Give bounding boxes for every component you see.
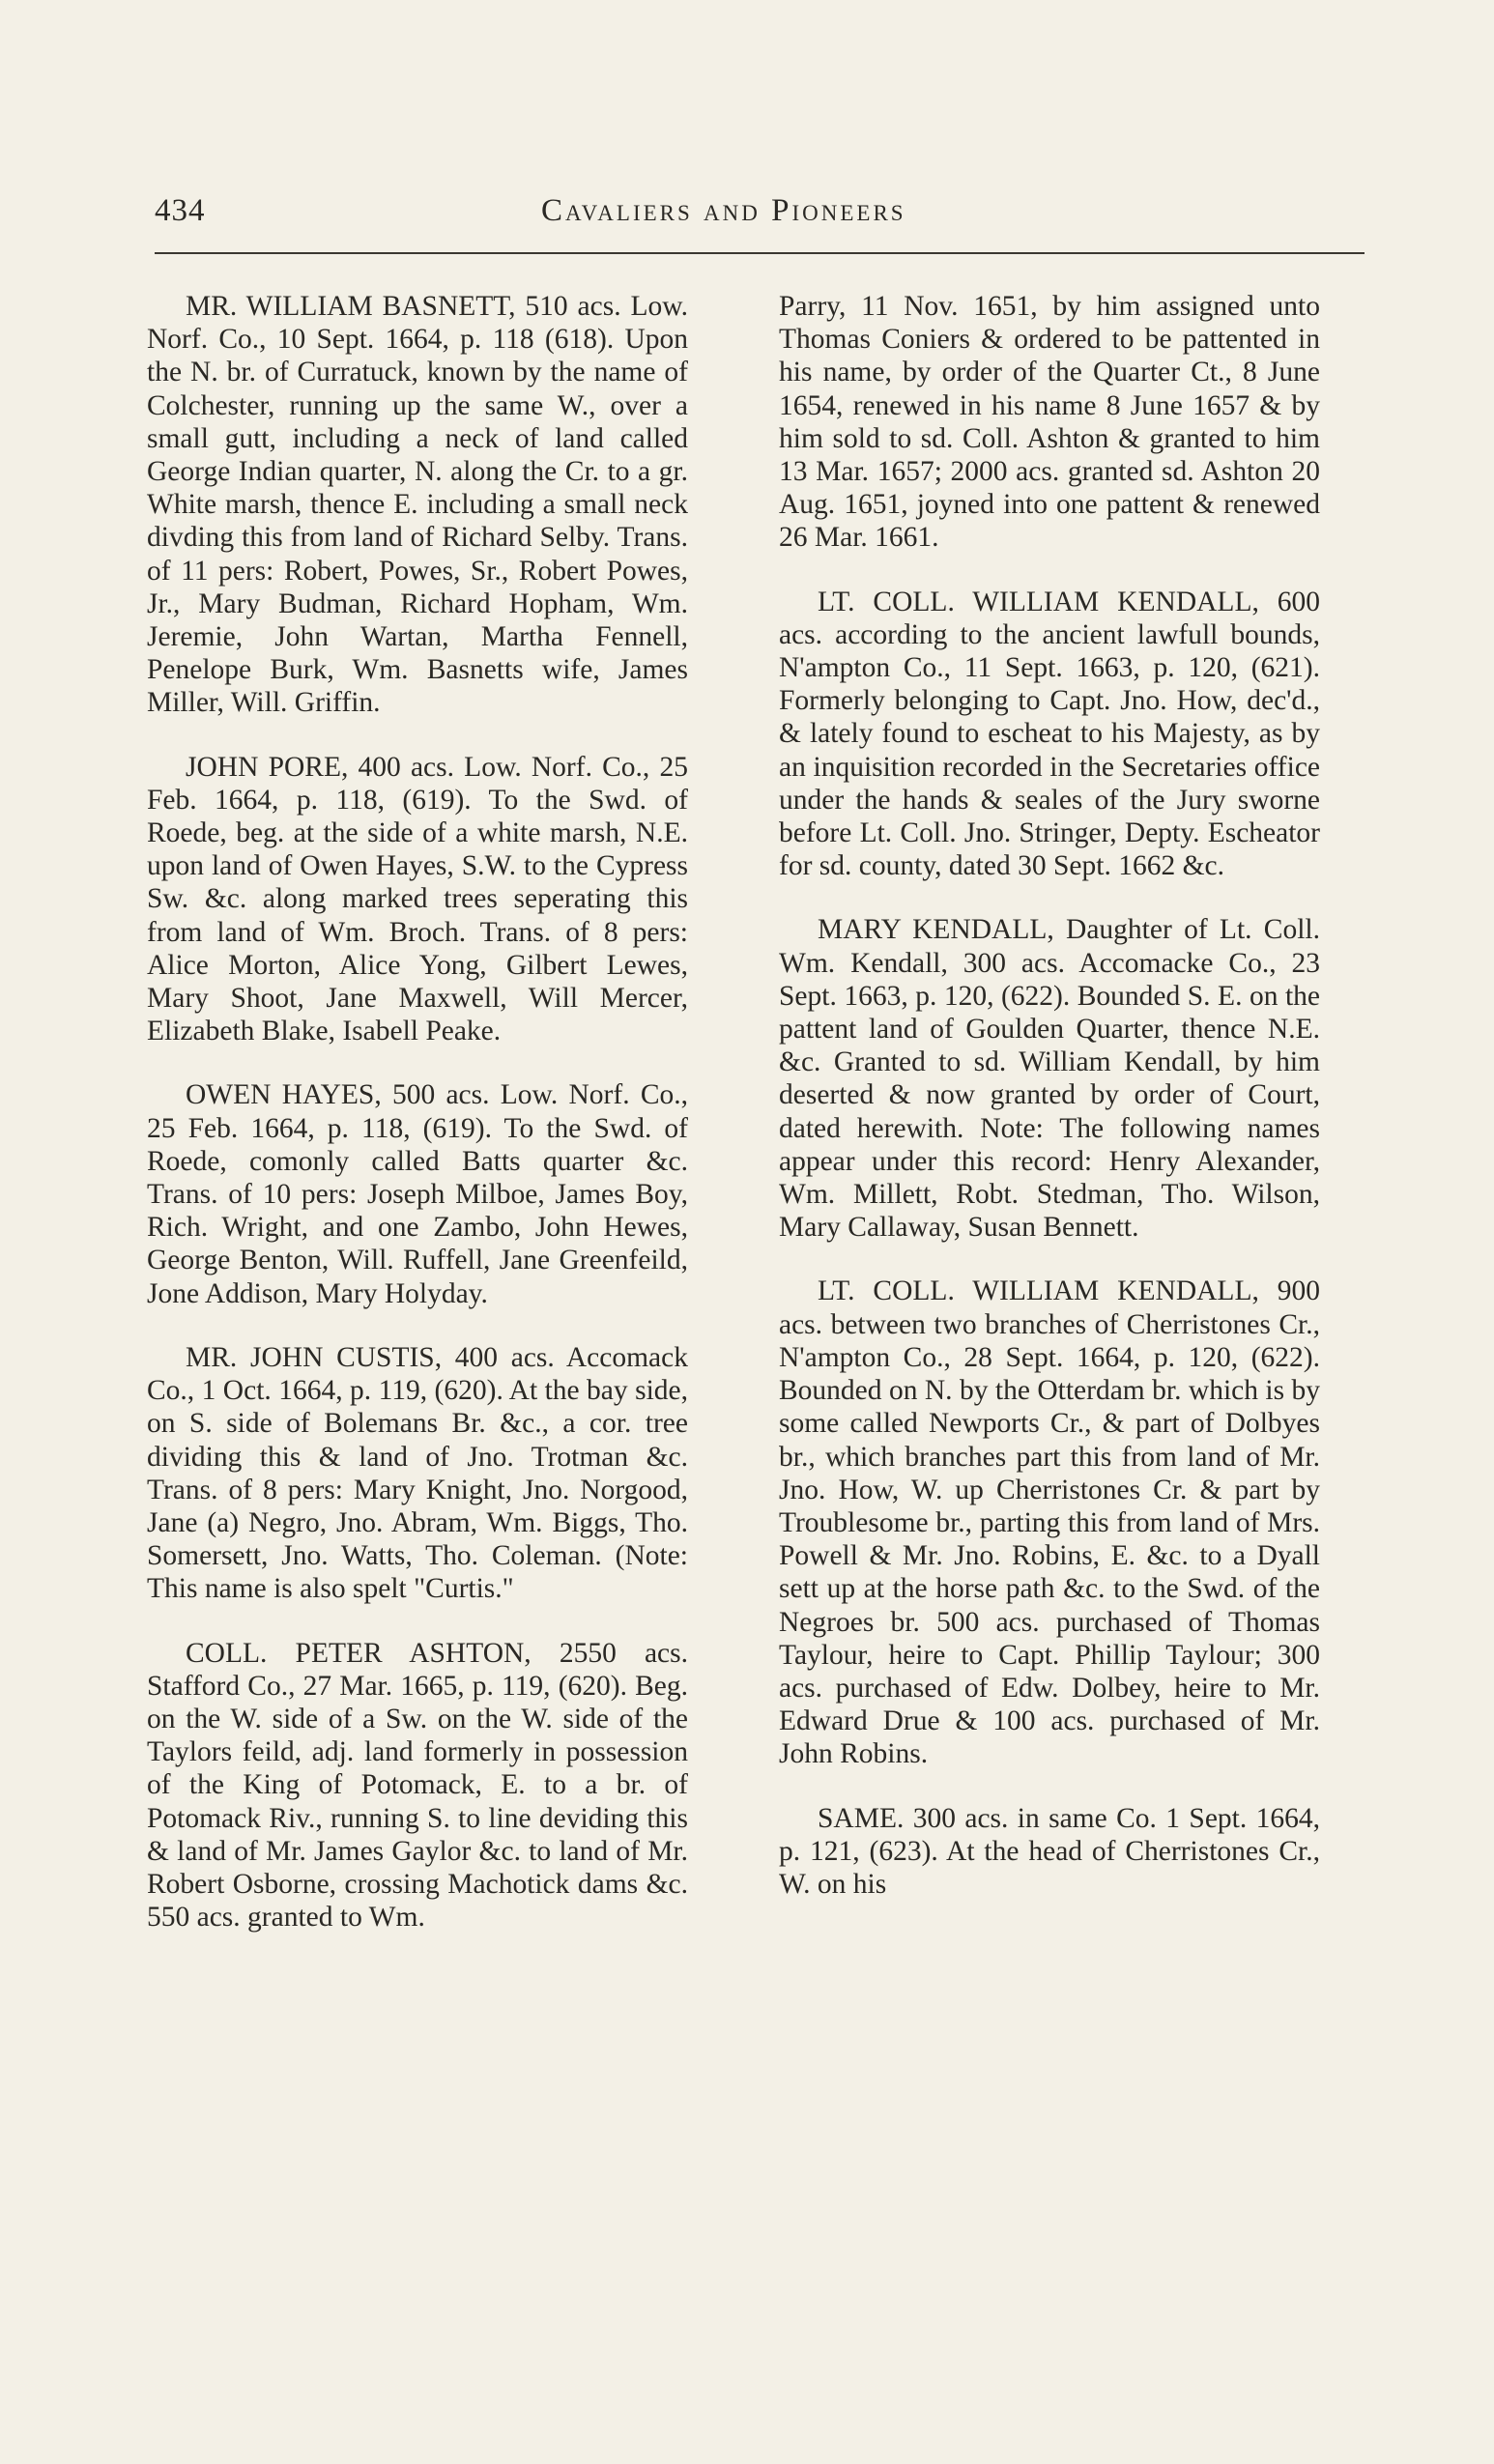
patent-entry: LT. COLL. WILLIAM KENDALL, 900 acs. between two branches of Cherristones Cr., N'ampton Co., 28 Sept. 1664, p. 120, (622). Bounded on N. by the Otterdam br. which is by some called Newports Cr., & part of Dolbyes br., which branches part this from land of Mr. Jno. How, W. up Cherristones Cr. & part by Troublesome br., parting this from land of Mrs. Powell & Mr. Jno. Robins, E. &c. to a Dyall sett up at the horse path &c. to the Swd. of the Negroes br. 500 acs. purchased of Thomas Taylour, heire to Capt. Phillip Taylour; 300 acs. purchased of Edw. Dolbey, heire to Mr. Edward Drue & 100 acs. purchased of Mr. John Robins. xyxy=(779,1275,1320,1770)
patent-entry: MR. JOHN CUSTIS, 400 acs. Accomack Co., 1 Oct. 1664, p. 119, (620). At the bay side, on S. side of Bolemans Br. &c., a cor. tree dividing this & land of Jno. Trotman &c. Trans. of 8 pers: Mary Knight, Jno. Norgood, Jane (a) Negro, Jno. Abram, Wm. Biggs, Tho. Somersett, Jno. Watts, Tho. Coleman. (Note: This name is also spelt "Curtis." xyxy=(147,1341,688,1605)
header-rule xyxy=(155,252,1365,254)
patent-entry: OWEN HAYES, 500 acs. Low. Norf. Co., 25 Feb. 1664, p. 118, (619). To the Swd. of Roede, comonly called Batts quarter &c. Trans. of 10 pers: Joseph Milboe, James Boy, Rich. Wright, and one Zambo, John Hewes, George Benton, Will. Ruffell, Jane Greenfeild, Jone Addison, Mary Holyday. xyxy=(147,1079,688,1309)
page-header xyxy=(155,193,1365,242)
patent-entry: SAME. 300 acs. in same Co. 1 Sept. 1664, p. 121, (623). At the head of Cherristones Cr., W. on his xyxy=(779,1802,1320,1900)
patent-entry-continuation: Parry, 11 Nov. 1651, by him assigned unto Thomas Coniers & ordered to be pattented in his name, by order of the Quarter Ct., 8 June 1654, renewed in his name 8 June 1657 & by him sold to sd. Coll. Ashton & granted to him 13 Mar. 1657; 2000 acs. granted sd. Ashton 20 Aug. 1651, joyned into one pattent & renewed 26 Mar. 1661. xyxy=(779,291,1320,554)
patent-entry: MR. WILLIAM BASNETT, 510 acs. Low. Norf. Co., 10 Sept. 1664, p. 118 (618). Upon the N. br. of Curratuck, known by the name of Colchester, running up the same W., over a small gutt, including a neck of land called George Indian quarter, N. along the Cr. to a gr. White marsh, thence E. including a small neck divding this from land of Richard Selby. Trans. of 11 pers: Robert, Powes, Sr., Robert Powes, Jr., Mary Budman, Richard Hopham, Wm. Jeremie, John Wartan, Martha Fennell, Penelope Burk, Wm. Basnetts wife, James Miller, Will. Griffin. xyxy=(147,291,688,719)
patent-entry: LT. COLL. WILLIAM KENDALL, 600 acs. according to the ancient lawfull bounds, N'ampton Co., 11 Sept. 1663, p. 120, (621). Formerly belonging to Capt. Jno. How, dec'd., & lately found to escheat to his Majesty, as by an inquisition recorded in the Secretaries office under the hands & seales of the Jury sworne before Lt. Coll. Jno. Stringer, Depty. Escheator for sd. county, dated 30 Sept. 1662 &c. xyxy=(779,586,1320,882)
right-column xyxy=(779,290,1320,1932)
patent-entry: JOHN PORE, 400 acs. Low. Norf. Co., 25 Feb. 1664, p. 118, (619). To the Swd. of Roede, beg. at the side of a white marsh, N.E. upon land of Owen Hayes, S.W. to the Cypress Sw. &c. along marked trees seperating this from land of Wm. Broch. Trans. of 8 pers: Alice Morton, Alice Yong, Gilbert Lewes, Mary Shoot, Jane Maxwell, Will Mercer, Elizabeth Blake, Isabell Peake. xyxy=(147,751,688,1047)
patent-entry: MARY KENDALL, Daughter of Lt. Coll. Wm. Kendall, 300 acs. Accomacke Co., 23 Sept. 1663, p. 120, (622). Bounded S. E. on the pattent land of Goulden Quarter, thence N.E. &c. Granted to sd. William Kendall, by him deserted & now granted by order of Court, dated herewith. Note: The following names appear under this record: Henry Alexander, Wm. Millett, Robt. Stedman, Tho. Wilson, Mary Callaway, Susan Bennett. xyxy=(779,914,1320,1244)
left-column xyxy=(147,290,688,1964)
running-head: Cavaliers and Pioneers xyxy=(541,193,906,228)
page-number: 434 xyxy=(155,193,206,228)
patent-entry: COLL. PETER ASHTON, 2550 acs. Stafford Co., 27 Mar. 1665, p. 119, (620). Beg. on the W. side of a Sw. on the W. side of the Taylors feild, adj. land formerly in possession of the King of Potomack, E. to a br. of Potomack Riv., running S. to line deviding this & land of Mr. James Gaylor &c. to land of Mr. Robert Osborne, crossing Machotick dams &c. 550 acs. granted to Wm. xyxy=(147,1637,688,1934)
